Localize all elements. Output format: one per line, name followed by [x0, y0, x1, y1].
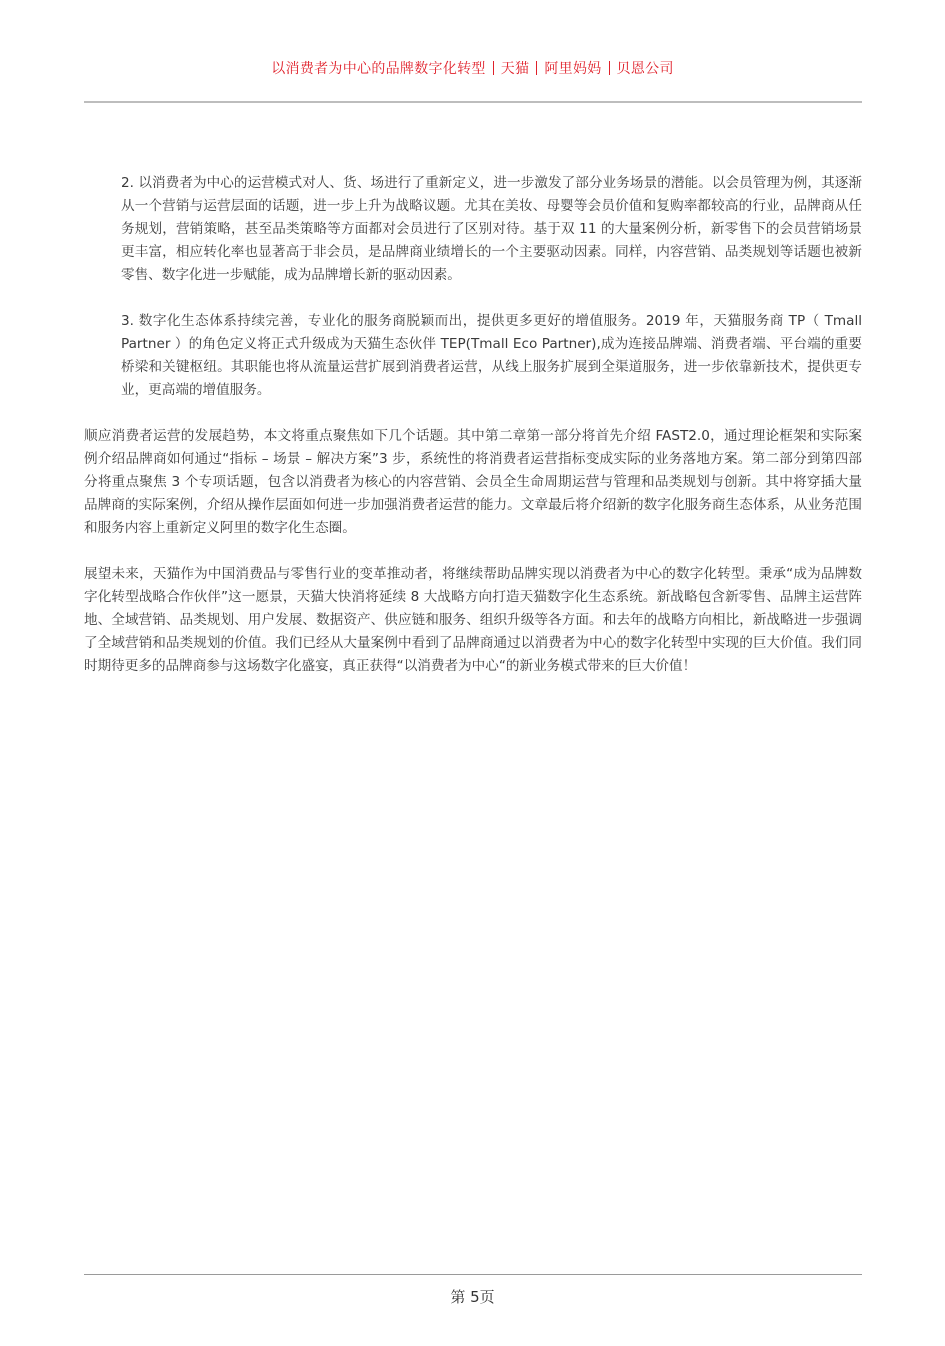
paragraph-spacer: [84, 402, 862, 425]
header-brand-bain: 贝恩公司: [616, 61, 674, 77]
header-divider: [493, 61, 494, 75]
page-body: [84, 172, 862, 678]
header-report-title: 以消费者为中心的品牌数字化转型: [271, 61, 486, 77]
list-item-2-paragraph: 2. 以消费者为中心的运营模式对人、货、场进行了重新定义，进一步激发了部分业务场景的潜能。以会员管理为例，其逐渐从一个营销与运营层面的话题，进一步上升为战略议题。尤其在美妆、母婴等会员价值和复购率都较高的行业，品牌商从任务规划，营销策略，甚至品类策略等方面都对会员进行了区别对待。基于双 11 的大量案例分析，新零售下的会员营销场景更丰富，相应转化率也显著高于非会员，是品牌商业绩增长的一个主要驱动因素。同样，内容营销、品类规划等话题也被新零售、数字化进一步赋能，成为品牌增长新的驱动因素。: [121, 175, 862, 283]
header-brand-tmall: 天猫: [500, 61, 530, 77]
paragraph-spacer: [84, 287, 862, 310]
outlook-paragraph: 展望未来，天猫作为中国消费品与零售行业的变革推动者，将继续帮助品牌实现以消费者为中心的数字化转型。秉承“成为品牌数字化转型战略合作伙伴”这一愿景，天猫大快消将延续 8 大战略方向打造天猫数字化生态系统。新战略包含新零售、品牌主运营阵地、全域营销、品类规划、用户发展、数据资产、供应链和服务、组织升级等各方面。和去年的战略方向相比，新战略进一步强调了全域营销和品类规划的价值。我们已经从大量案例中看到了品牌商通过以消费者为中心的数字化转型中实现的巨大价值。我们同时期待更多的品牌商参与这场数字化盛宴，真正获得“以消费者为中心“的新业务模式带来的巨大价值！: [84, 566, 862, 674]
paragraph-spacer: [84, 540, 862, 563]
footer-rule: [84, 1274, 862, 1275]
list-item-3-paragraph: 3. 数字化生态体系持续完善，专业化的服务商脱颖而出，提供更多更好的增值服务。2019 年，天猫服务商 TP（ Tmall Partner ）的角色定义将正式升级成为天猫生态伙伴 TEP(Tmall Eco Partner),成为连接品牌端、消费者端、平台端的重要桥梁和关键枢纽。其职能也将从流量运营扩展到消费者运营，从线上服务扩展到全渠道服务，进一步依靠新技术，提供更专业，更高端的增值服务。: [121, 313, 862, 398]
page-number: 第 5页: [450, 1288, 495, 1306]
focus-topics-paragraph: 顺应消费者运营的发展趋势，本文将重点聚焦如下几个话题。其中第二章第一部分将首先介绍 FAST2.0，通过理论框架和实际案例介绍品牌商如何通过“指标 – 场景 – 解决方案”3 步，系统性的将消费者运营指标变成实际的业务落地方案。第二部分到第四部分将重点聚焦 3 个专项话题，包含以消费者为核心的内容营销、会员全生命周期运营与管理和品类规划与创新。其中将穿插大量品牌商的实际案例，介绍从操作层面如何进一步加强消费者运营的能力。文章最后将介绍新的数字化服务商生态体系，从业务范围和服务内容上重新定义阿里的数字化生态圈。: [84, 428, 862, 536]
running-header: [0, 58, 945, 78]
header-divider: [536, 61, 537, 75]
header-brand-alimama: 阿里妈妈: [544, 61, 602, 77]
header-divider: [609, 61, 610, 75]
header-rule: [84, 101, 862, 103]
